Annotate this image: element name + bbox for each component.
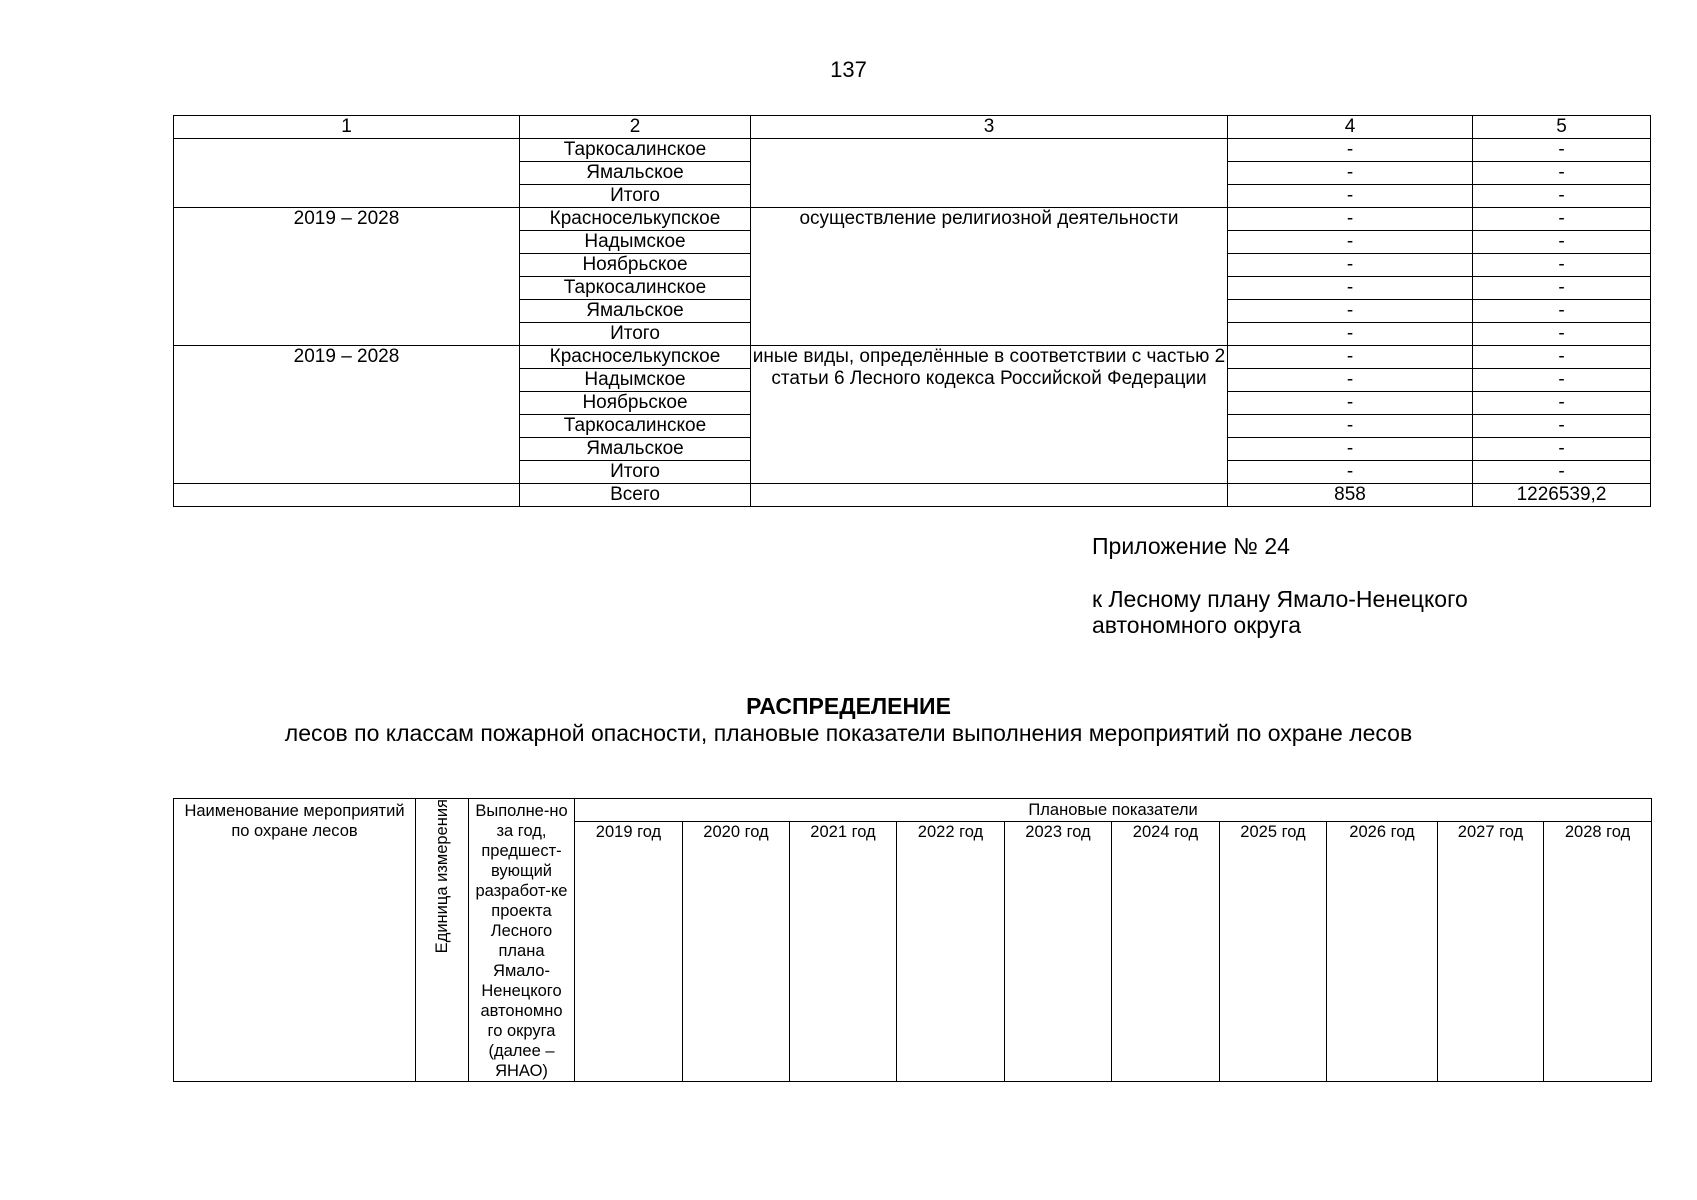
table-header-row (174, 799, 1652, 822)
value-cell: - (1228, 254, 1473, 277)
forestry-name: Таркосалинское (520, 139, 751, 162)
document-title: РАСПРЕДЕЛЕНИЕ (746, 693, 951, 719)
column-number: 5 (1473, 116, 1651, 139)
value-cell: - (1228, 369, 1473, 392)
value-cell: - (1473, 323, 1651, 346)
column-number: 3 (751, 116, 1228, 139)
forestry-name: Красноселькупское (520, 208, 751, 231)
value-cell: - (1228, 346, 1473, 369)
value-cell: - (1228, 185, 1473, 208)
header-unit (416, 799, 469, 1082)
value-cell: - (1473, 208, 1651, 231)
forestry-name: Ямальское (520, 438, 751, 461)
header-year: 2026 год (1327, 822, 1438, 1082)
period-cell: 2019 – 2028 (174, 346, 520, 484)
total-row (174, 484, 1651, 507)
period-cell (174, 139, 520, 208)
forestry-name: Итого (520, 323, 751, 346)
forestry-name: Ноябрьское (520, 392, 751, 415)
appendix-reference-line: к Лесному плану Ямало-Ненецкого (1092, 586, 1468, 612)
value-cell: - (1473, 254, 1651, 277)
appendix-number: Приложение № 24 (1092, 533, 1290, 559)
header-year: 2020 год (683, 822, 790, 1082)
forestry-name: Таркосалинское (520, 415, 751, 438)
header-year: 2021 год (790, 822, 897, 1082)
empty-cell (174, 484, 520, 507)
header-year: 2023 год (1005, 822, 1112, 1082)
forestry-name: Красноселькупское (520, 346, 751, 369)
header-year: 2019 год (575, 822, 683, 1082)
appendix-reference (1092, 586, 1468, 638)
activity-cell: иные виды, определённые в соответствии с частью 2 статьи 6 Лесного кодекса Российской Федерации (751, 346, 1228, 484)
value-cell: - (1473, 369, 1651, 392)
value-cell: - (1228, 415, 1473, 438)
value-cell: - (1473, 461, 1651, 484)
appendix-reference-line: автономного округа (1092, 612, 1301, 638)
value-cell: - (1473, 346, 1651, 369)
total-value: 858 (1228, 484, 1473, 507)
value-cell: - (1473, 438, 1651, 461)
value-cell: - (1473, 162, 1651, 185)
value-cell: - (1228, 300, 1473, 323)
header-year: 2027 год (1438, 822, 1544, 1082)
value-cell: - (1228, 231, 1473, 254)
value-cell: - (1473, 277, 1651, 300)
continuation-table (173, 115, 1651, 507)
header-year: 2022 год (897, 822, 1005, 1082)
forestry-name: Ямальское (520, 162, 751, 185)
forestry-name: Надымское (520, 231, 751, 254)
value-cell: - (1473, 392, 1651, 415)
page-number: 137 (830, 57, 867, 82)
total-label: Всего (520, 484, 751, 507)
header-year: 2025 год (1220, 822, 1327, 1082)
table-row (174, 346, 1651, 369)
forestry-name: Итого (520, 185, 751, 208)
header-activity-name: Наименование мероприятий по охране лесов (174, 799, 416, 1082)
total-value: 1226539,2 (1473, 484, 1651, 507)
period-cell: 2019 – 2028 (174, 208, 520, 346)
value-cell: - (1473, 231, 1651, 254)
table-row (174, 208, 1651, 231)
value-cell: - (1473, 300, 1651, 323)
activity-cell (751, 139, 1228, 208)
table-header-row (174, 116, 1651, 139)
forestry-name: Ноябрьское (520, 254, 751, 277)
value-cell: - (1473, 185, 1651, 208)
value-cell: - (1228, 323, 1473, 346)
forestry-name: Надымское (520, 369, 751, 392)
header-year: 2024 год (1112, 822, 1220, 1082)
column-number: 2 (520, 116, 751, 139)
activity-cell: осуществление религиозной деятельности (751, 208, 1228, 346)
forestry-name: Таркосалинское (520, 277, 751, 300)
column-number: 4 (1228, 116, 1473, 139)
column-number: 1 (174, 116, 520, 139)
value-cell: - (1228, 139, 1473, 162)
header-plan-indicators: Плановые показатели (575, 799, 1652, 822)
plan-indicators-table (173, 798, 1652, 1082)
header-unit-label: Единица измерения (433, 799, 451, 954)
forestry-name: Ямальское (520, 300, 751, 323)
table-row (174, 139, 1651, 162)
document-subtitle: лесов по классам пожарной опасности, плановые показатели выполнения мероприятий по охране лесов (284, 720, 1413, 746)
value-cell: - (1228, 392, 1473, 415)
value-cell: - (1473, 139, 1651, 162)
value-cell: - (1228, 438, 1473, 461)
value-cell: - (1473, 415, 1651, 438)
header-done-previous-year: Выполне-но за год, предшест-вующий разработ-ке проекта Лесного плана Ямало-Ненецкого автономно го округа (далее – ЯНАО) (469, 799, 575, 1082)
empty-cell (751, 484, 1228, 507)
value-cell: - (1228, 162, 1473, 185)
value-cell: - (1228, 208, 1473, 231)
value-cell: - (1228, 277, 1473, 300)
value-cell: - (1228, 461, 1473, 484)
header-year: 2028 год (1544, 822, 1652, 1082)
forestry-name: Итого (520, 461, 751, 484)
